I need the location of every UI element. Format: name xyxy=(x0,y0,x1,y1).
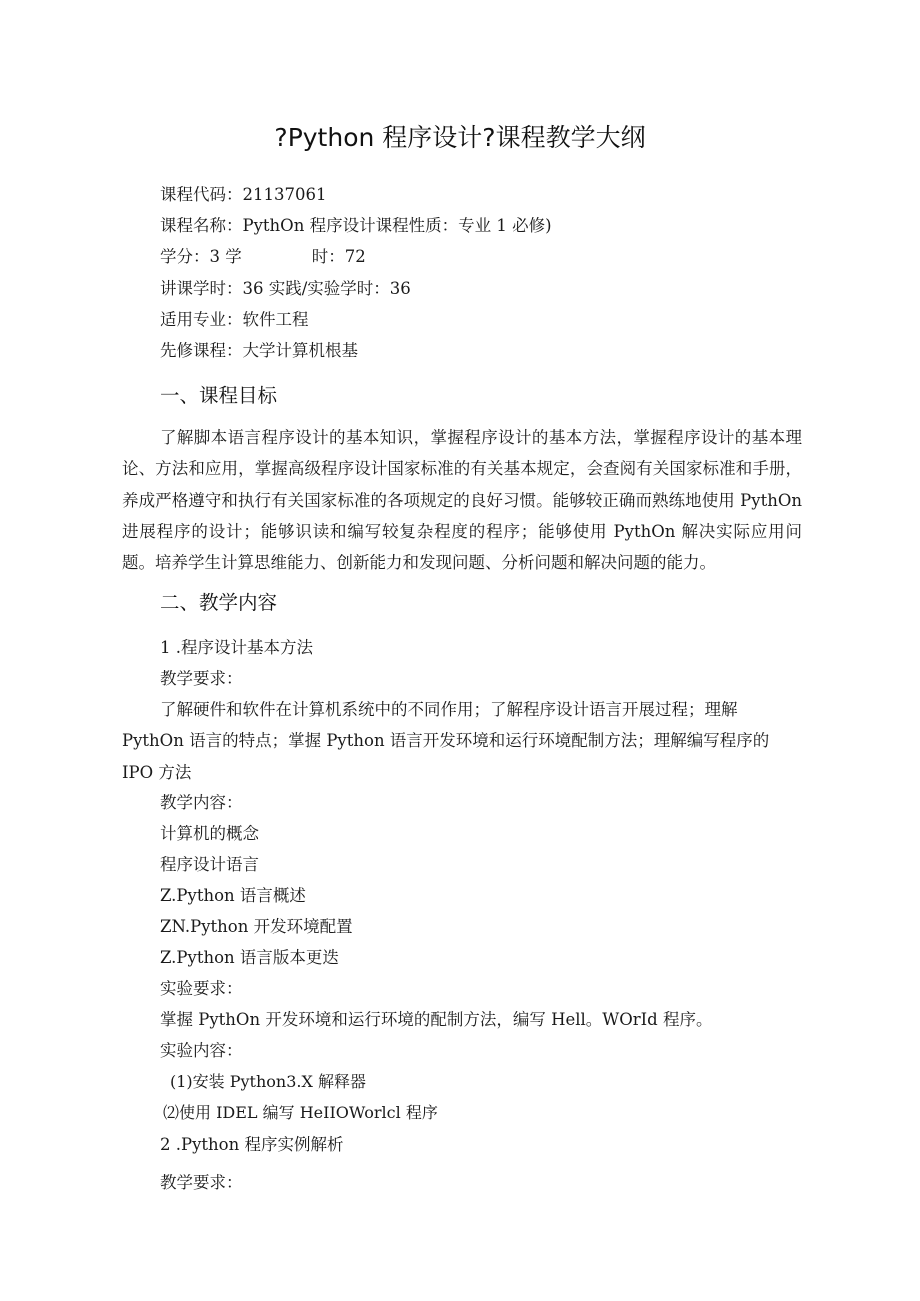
document-title: ?Python 程序设计?课程教学大纲 xyxy=(274,123,646,152)
teach-item: 程序设计语言 xyxy=(160,855,259,874)
teach-item: Z.Python 语言概述 xyxy=(160,886,306,905)
course-major: 适用专业：软件工程 xyxy=(160,310,309,329)
credit-label: 学分：3 学 xyxy=(160,247,242,266)
teach-item: 计算机的概念 xyxy=(160,824,259,843)
teach-req-label: 教学要求： xyxy=(160,669,243,688)
teach-req-text: 了解硬件和软件在计算机系统中的不同作用；了解程序设计语言开展过程；理解 PythOn 语言的特点；掌握 Python 语言开发环境和运行环境配制方法；理解编写程序的 IPO 方法 xyxy=(122,700,770,782)
lab-item: ⑵使用 IDEL 编写 HeIIOWorlcl 程序 xyxy=(163,1103,438,1122)
lab-item: (1)安装 Python3.X 解释器 xyxy=(170,1072,366,1091)
hours-total: 时：72 xyxy=(311,247,366,266)
unit1-title: 1 .程序设计基本方法 xyxy=(160,638,313,657)
course-hours: 讲课学时：36 实践/实验学时：36 xyxy=(160,279,411,298)
unit2-req-label: 教学要求： xyxy=(160,1173,243,1192)
section-heading-content: 二、教学内容 xyxy=(160,591,278,614)
unit2-title: 2 .Python 程序实例解析 xyxy=(160,1135,344,1154)
teach-item: Z.Python 语言版本更迭 xyxy=(160,948,339,967)
lab-content-label: 实验内容： xyxy=(160,1041,243,1060)
lab-req-label: 实验要求： xyxy=(160,979,243,998)
teach-content-label: 教学内容： xyxy=(160,793,243,812)
course-name: 课程名称：PythOn 程序设计课程性质：专业 1 必修) xyxy=(160,216,552,235)
goals-paragraph: 了解脚本语言程序设计的基本知识，掌握程序设计的基本方法，掌握程序设计的基本理论、方法和应用，掌握高级程序设计国家标准的有关基本规定，会查阅有关国家标准和手册，养成严格遵守和执行有关国家标准的各项规定的良好习惯。能够较正确而熟练地使用 PythOn 进展程序的设计；能够识读和编写较复杂程度的程序；能够使用 PythOn 解决实际应用问题。培养学生计算思维能力、创新能力和发现问题、分析问题和解决问题的能力。 xyxy=(122,428,802,573)
course-prereq: 先修课程：大学计算机根基 xyxy=(160,341,358,360)
course-code: 课程代码：21137061 xyxy=(160,185,327,204)
course-credit xyxy=(160,245,366,269)
lab-req-text: 掌握 PythOn 开发环境和运行环境的配制方法，编写 Hell。WOrId 程序。 xyxy=(160,1010,713,1029)
section-heading-goals: 一、课程目标 xyxy=(160,384,278,407)
teach-item: ZN.Python 开发环境配置 xyxy=(160,917,353,936)
